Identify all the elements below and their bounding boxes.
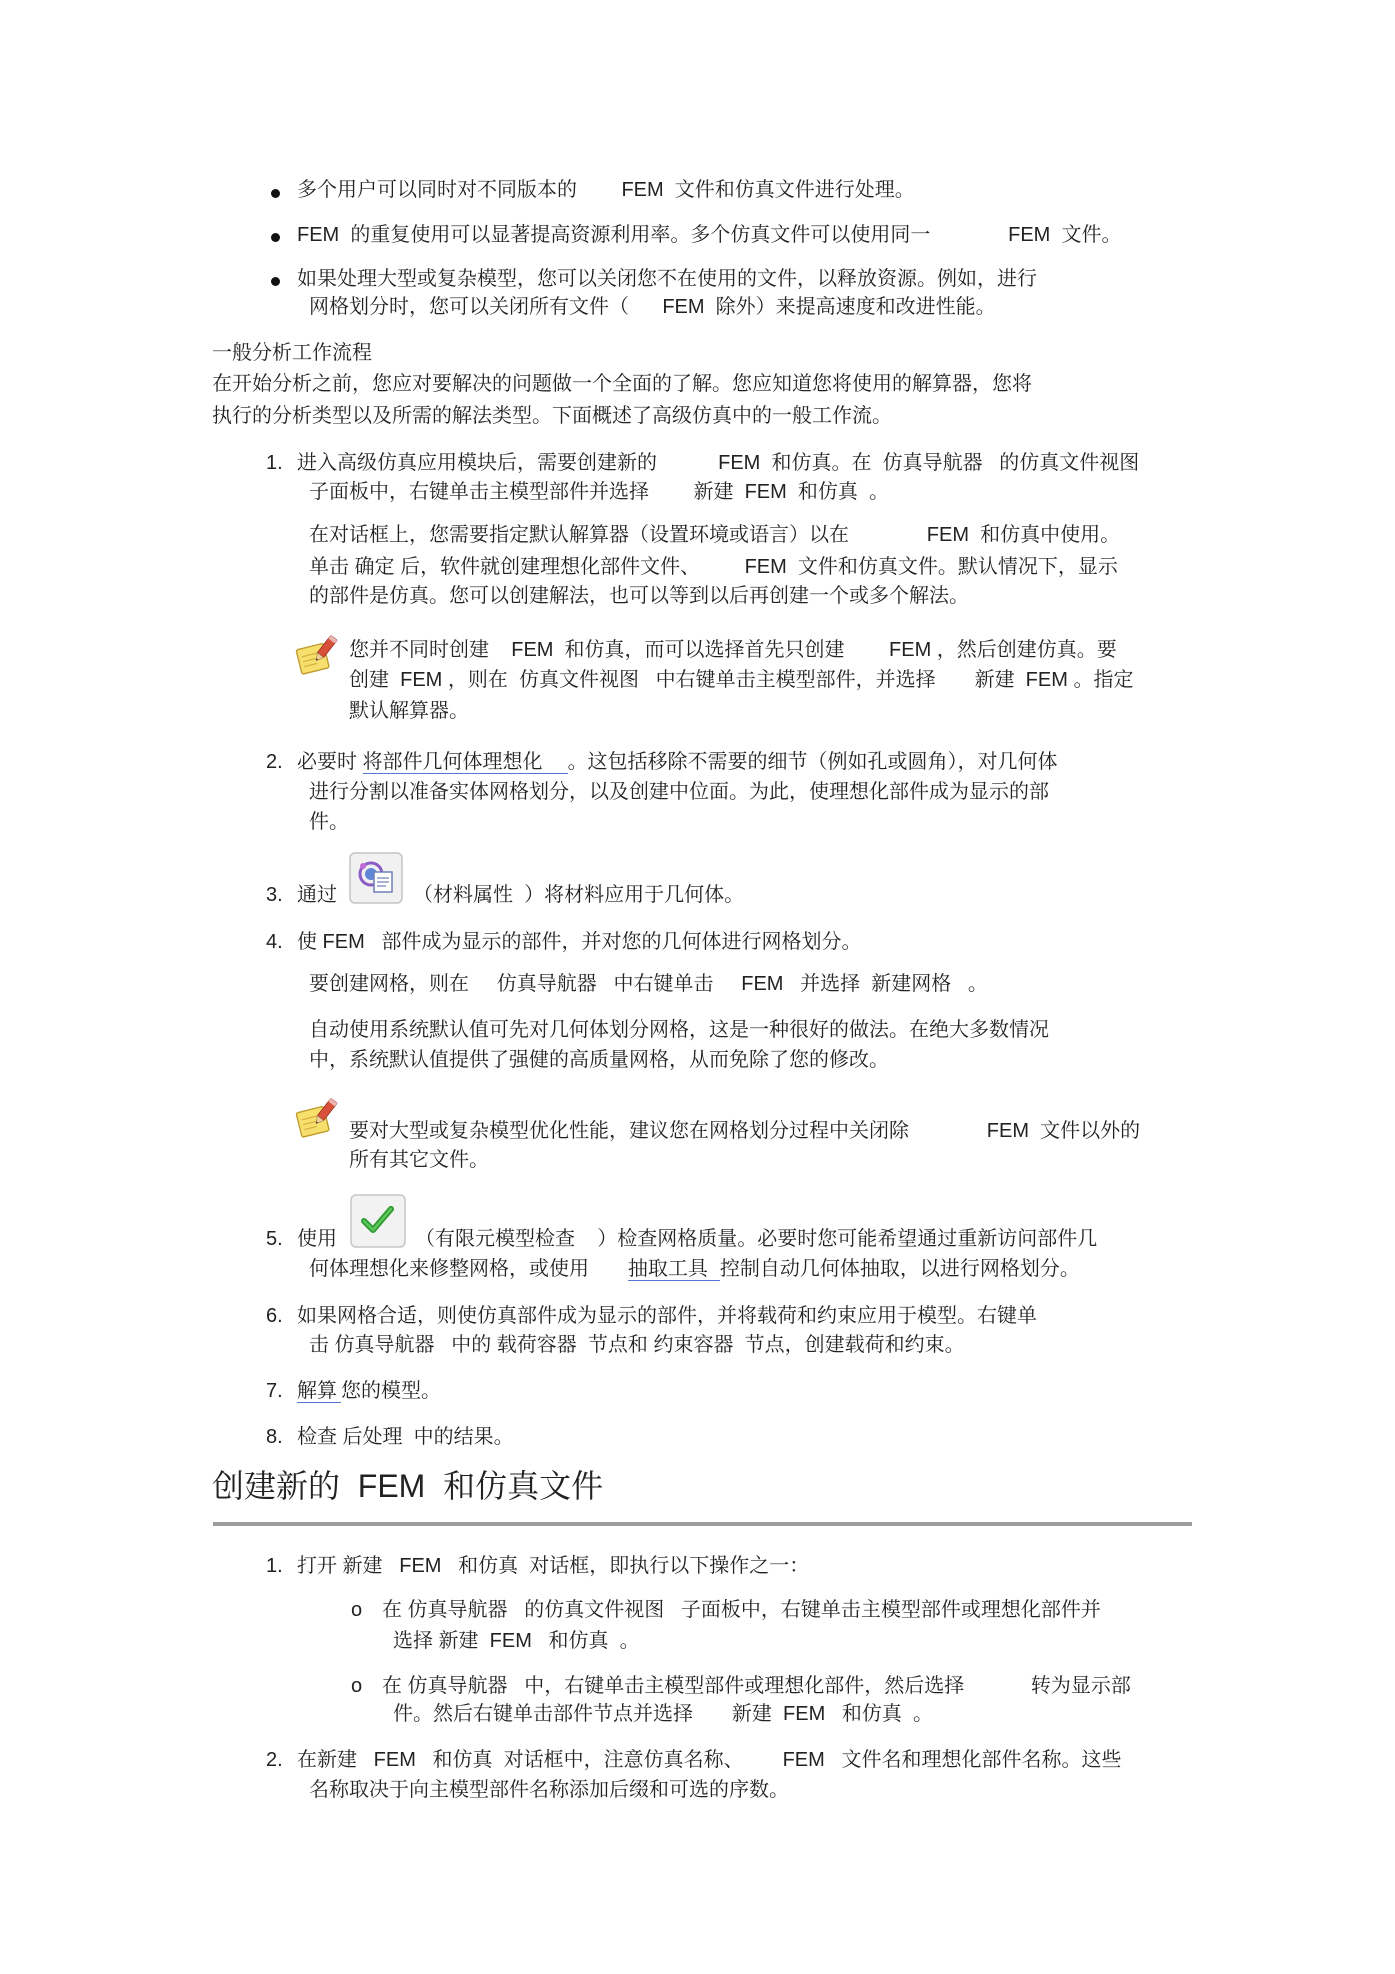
link-solve[interactable]: 解算: [297, 1380, 341, 1403]
step-number: 5.: [266, 1228, 283, 1250]
step-text-suffix: （有限元模型检查 ）检查网格质量。必要时您可能希望通过重新访问部件几: [415, 1228, 1098, 1250]
step-number: 1.: [266, 1555, 283, 1577]
bullet-text: 如果处理大型或复杂模型，您可以关闭您不在使用的文件，以释放资源。例如，进行: [297, 268, 1037, 290]
note-text: 所有其它文件。: [349, 1149, 489, 1171]
step-number: 4.: [266, 931, 283, 953]
step-text: [297, 1380, 441, 1402]
intro-paragraph-line: 在开始分析之前，您应对要解决的问题做一个全面的了解。您应知道您将使用的解算器，您将: [212, 373, 1032, 395]
step-text-suffix: 控制自动几何体抽取，以进行网格划分。: [719, 1258, 1080, 1280]
step-text: 进行分割以准备实体网格划分，以及创建中位面。为此，使理想化部件成为显示的部: [309, 781, 1049, 803]
step-text-suffix: （材料属性 ）将材料应用于几何体。: [413, 884, 745, 906]
step-text: 击 仿真导航器 中的 载荷容器 节点和 约束容器 节点，创建载荷和约束。: [309, 1334, 965, 1356]
sub-item-marker: o: [351, 1675, 363, 1697]
step-detail: 单击 确定 后，软件就创建理想化部件文件、 FEM 文件和仿真文件。默认情况下，显示: [309, 556, 1118, 578]
section-title: 创建新的 FEM 和仿真文件: [212, 1468, 604, 1504]
step-number: 2.: [266, 1749, 283, 1771]
bullet-marker: [271, 189, 280, 198]
intro-paragraph-line: 执行的分析类型以及所需的解法类型。下面概述了高级仿真中的一般工作流。: [212, 405, 892, 427]
note-icon: [294, 634, 338, 678]
step-text: 在新建 FEM 和仿真 对话框中，注意仿真名称、 FEM 文件名和理想化部件名称。这些: [297, 1749, 1122, 1771]
step-text: 如果网格合适，则使仿真部件成为显示的部件，并将载荷和约束应用于模型。右键单: [297, 1305, 1037, 1327]
step-text: 名称取决于向主模型部件名称添加后缀和可选的序数。: [309, 1779, 789, 1801]
note-text: 您并不同时创建 FEM 和仿真，而可以选择首先只创建 FEM ，然后创建仿真。要: [349, 639, 1117, 661]
step-text: 打开 新建 FEM 和仿真 对话框，即执行以下操作之一：: [297, 1555, 810, 1577]
step-number: 6.: [266, 1305, 283, 1327]
sub-item-text: 在 仿真导航器 中，右键单击主模型部件或理想化部件，然后选择 转为显示部: [382, 1675, 1131, 1697]
step-text: [297, 751, 1058, 773]
note-icon: [294, 1097, 338, 1141]
step-number: 2.: [266, 751, 283, 773]
step-detail: 要创建网格，则在 仿真导航器 中右键单击 FEM 并选择 新建网格 。: [309, 973, 988, 995]
link-extraction-tool[interactable]: 抽取工具: [628, 1258, 720, 1281]
step-text: 检查 后处理 中的结果。: [297, 1426, 514, 1448]
bullet-marker: [271, 233, 280, 242]
step-number: 8.: [266, 1426, 283, 1448]
step-text-suffix: 您的模型。: [341, 1380, 441, 1402]
step-number: 1.: [266, 452, 283, 474]
step-text: [309, 1258, 1080, 1280]
sub-item-marker: o: [351, 1599, 363, 1621]
step-number: 3.: [266, 884, 283, 906]
step-text-prefix: 使用: [297, 1228, 337, 1250]
step-text: 件。: [309, 811, 349, 833]
step-text: 使 FEM 部件成为显示的部件，并对您的几何体进行网格划分。: [297, 931, 862, 953]
step-text: 子面板中，右键单击主模型部件并选择 新建 FEM 和仿真 。: [309, 481, 890, 503]
step-text-prefix: 通过: [297, 884, 337, 906]
check-icon: [350, 1194, 406, 1248]
step-detail: 自动使用系统默认值可先对几何体划分网格，这是一种很好的做法。在绝大多数情况: [309, 1019, 1049, 1041]
material-properties-icon: [349, 852, 403, 904]
step-text-prefix: 何体理想化来修整网格，或使用: [309, 1258, 628, 1280]
bullet-text: 多个用户可以同时对不同版本的 FEM 文件和仿真文件进行处理。: [297, 179, 915, 201]
step-text-suffix: 。这包括移除不需要的细节（例如孔或圆角），对几何体: [567, 751, 1058, 773]
bullet-text: FEM 的重复使用可以显著提高资源利用率。多个仿真文件可以使用同一 FEM 文件。: [297, 224, 1122, 246]
link-idealize-geometry[interactable]: 将部件几何体理想化: [363, 751, 568, 774]
bullet-text: 网格划分时，您可以关闭所有文件（ FEM 除外）来提高速度和改进性能。: [309, 296, 996, 318]
bullet-marker: [271, 277, 280, 286]
step-detail: 在对话框上，您需要指定默认解算器（设置环境或语言）以在 FEM 和仿真中使用。: [309, 524, 1121, 546]
sub-item-text: 在 仿真导航器 的仿真文件视图 子面板中，右键单击主模型部件或理想化部件并: [382, 1599, 1101, 1621]
note-text: 创建 FEM ，则在 仿真文件视图 中右键单击主模型部件，并选择 新建 FEM 。指定: [349, 669, 1134, 691]
step-detail: 的部件是仿真。您可以创建解法，也可以等到以后再创建一个或多个解法。: [309, 585, 969, 607]
step-detail: 中，系统默认值提供了强健的高质量网格，从而免除了您的修改。: [309, 1049, 889, 1071]
step-text-prefix: 必要时: [297, 751, 363, 773]
sub-item-text: 选择 新建 FEM 和仿真 。: [393, 1630, 640, 1652]
heading-divider: [213, 1522, 1192, 1526]
step-text: 进入高级仿真应用模块后，需要创建新的 FEM 和仿真。在 仿真导航器 的仿真文件视图: [297, 452, 1140, 474]
note-text: 要对大型或复杂模型优化性能，建议您在网格划分过程中关闭除 FEM 文件以外的: [349, 1120, 1141, 1142]
note-text: 默认解算器。: [349, 700, 469, 722]
step-number: 7.: [266, 1380, 283, 1402]
section-heading: 一般分析工作流程: [212, 342, 372, 364]
sub-item-text: 件。然后右键单击部件节点并选择 新建 FEM 和仿真 。: [393, 1703, 934, 1725]
